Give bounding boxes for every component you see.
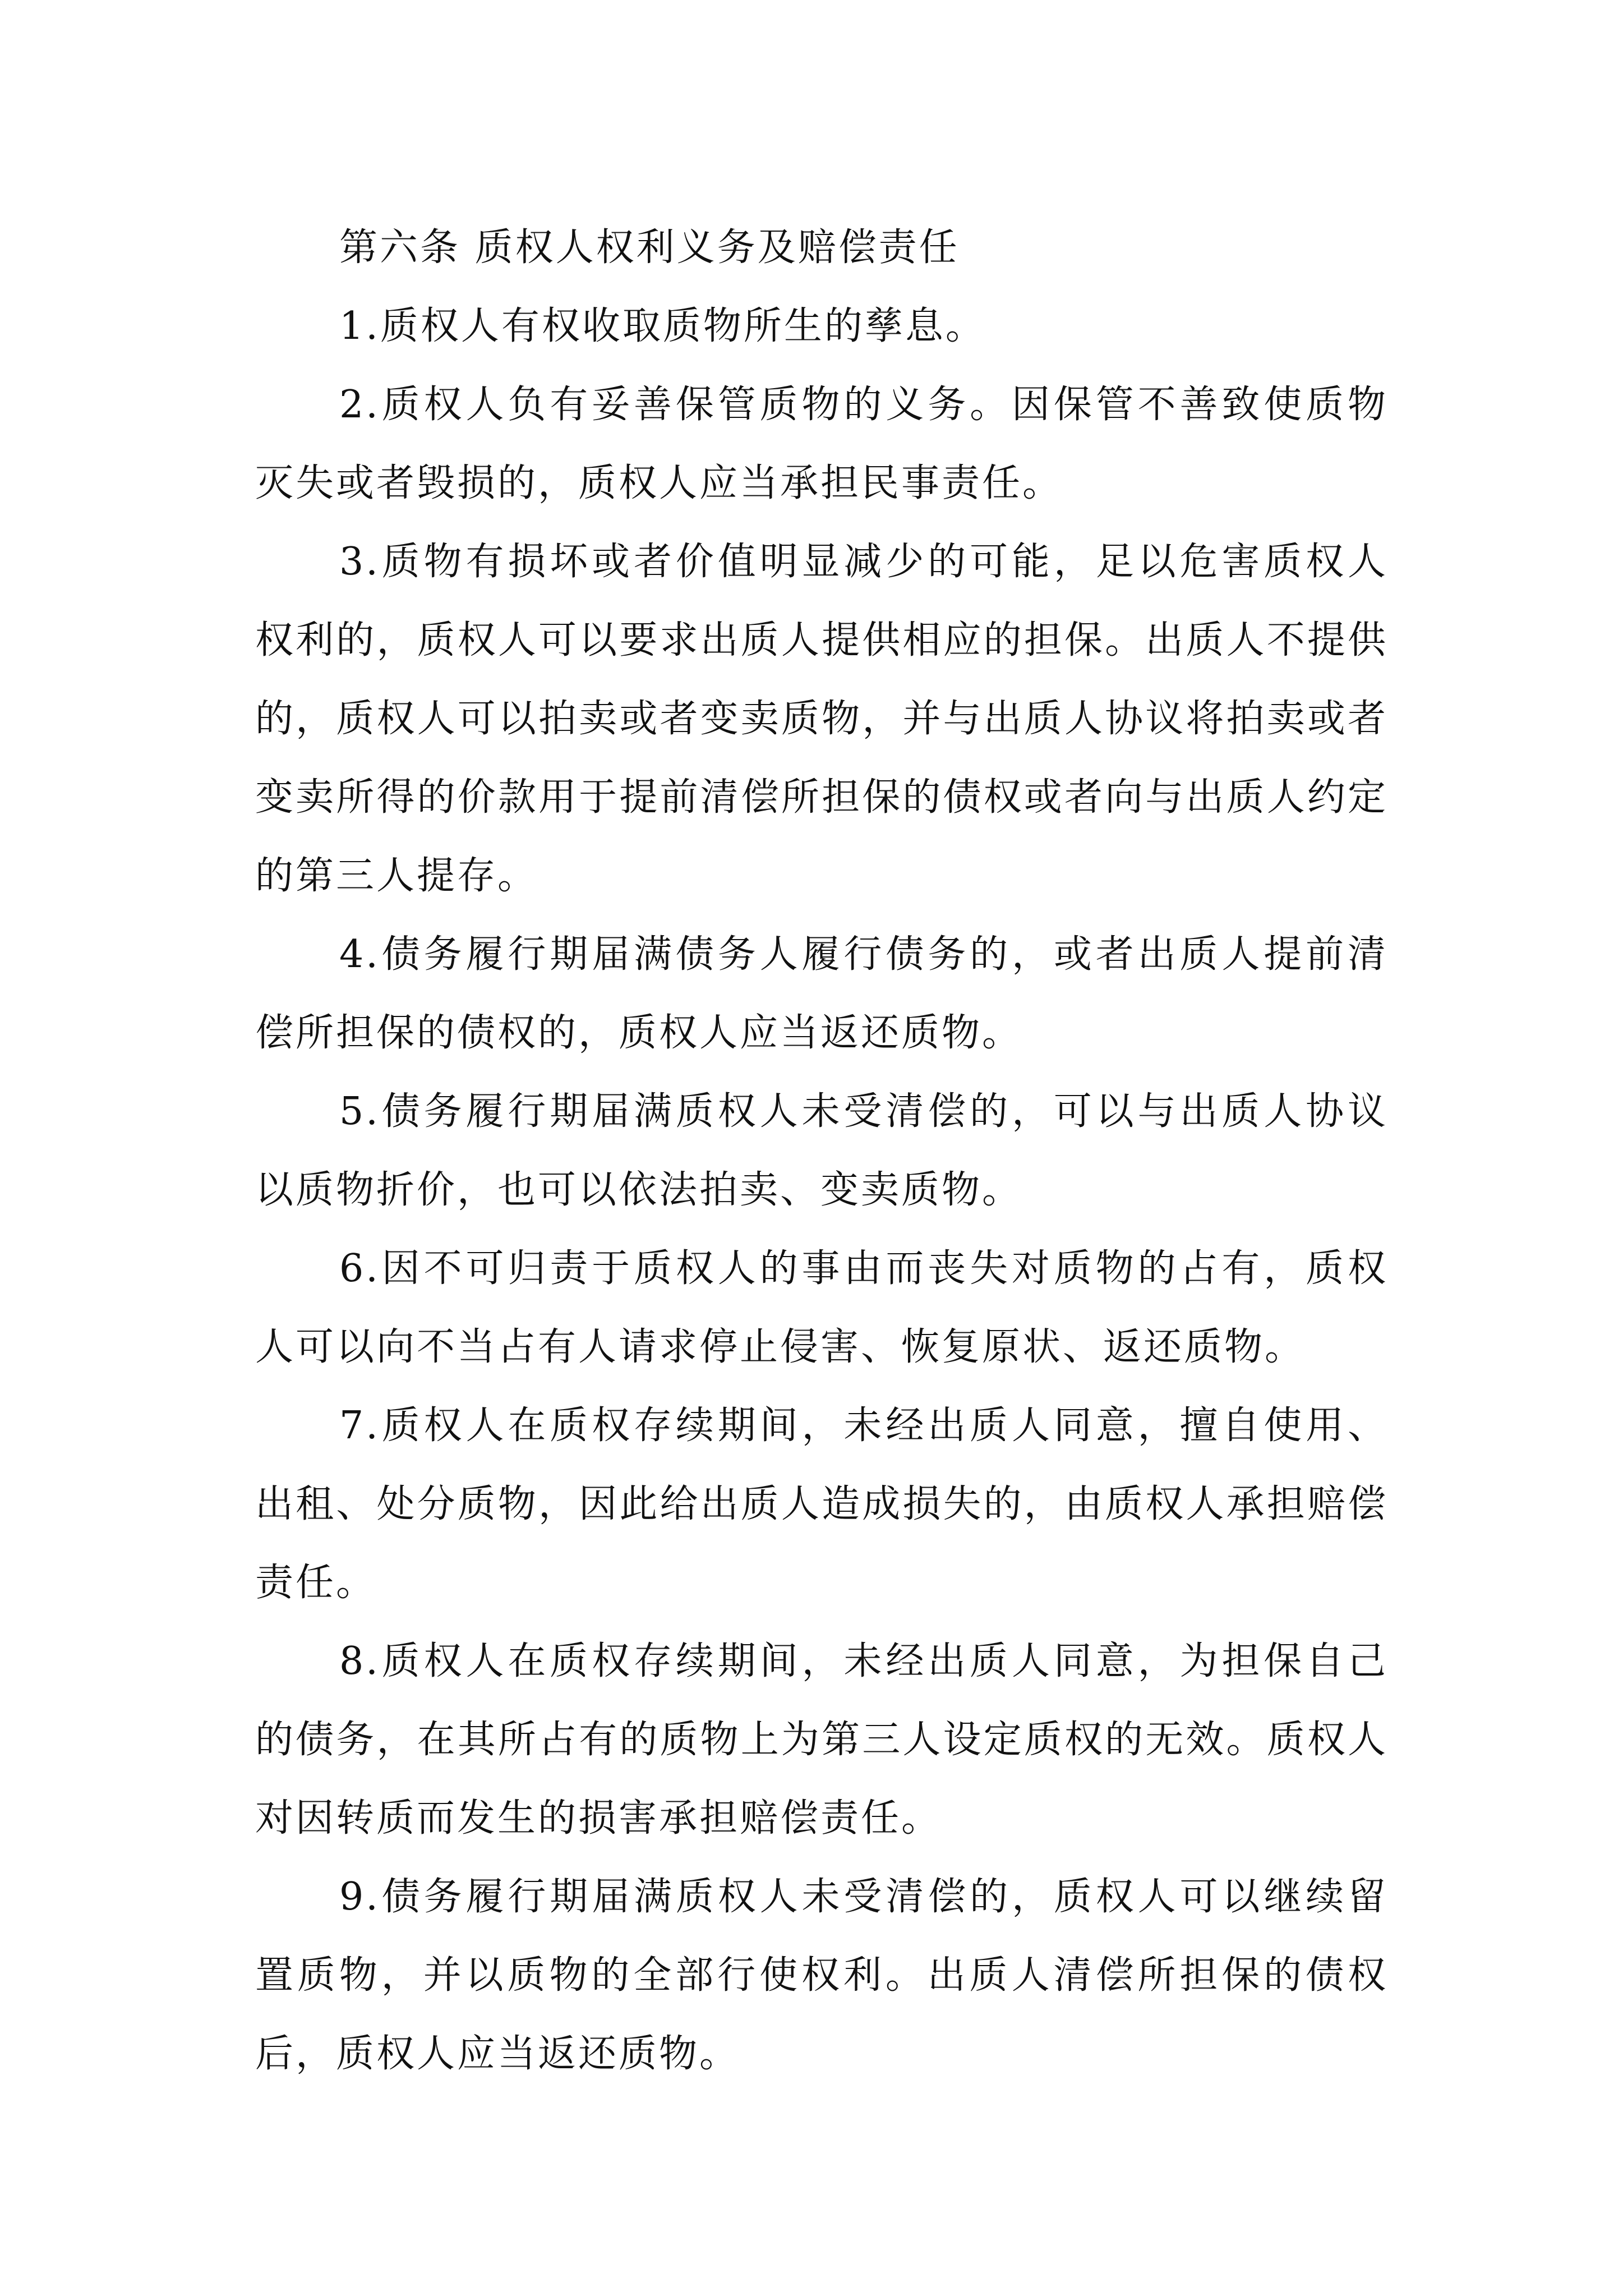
paragraph-9: 9.债务履行期届满质权人未受清偿的，质权人可以继续留置质物，并以质物的全部行使权利。出质人清偿所担保的债权后，质权人应当返还质物。 [255, 1875, 1388, 2076]
document-body [255, 209, 1388, 2093]
paragraph-8: 8.质权人在质权存续期间，未经出质人同意，为担保自己的债务，在其所占有的质物上为第三人设定质权的无效。质权人对因转质而发生的损害承担赔偿责任。 [255, 1639, 1388, 1841]
paragraph-7: 7.质权人在质权存续期间，未经出质人同意，擅自使用、出租、处分质物，因此给出质人造成损失的，由质权人承担赔偿责任。 [255, 1404, 1388, 1605]
article-heading: 第六条 质权人权利义务及赔偿责任 [339, 226, 960, 270]
paragraph-5: 5.债务履行期届满质权人未受清偿的，可以与出质人协议以质物折价，也可以依法拍卖、变卖质物。 [255, 1089, 1388, 1212]
paragraph-3: 3.质物有损坏或者价值明显减少的可能，足以危害质权人权利的，质权人可以要求出质人提供相应的担保。出质人不提供的，质权人可以拍卖或者变卖质物，并与出质人协议将拍卖或者变卖所得的价款用于提前清偿所担保的债权或者向与出质人约定的第三人提存。 [255, 540, 1388, 898]
paragraph-6: 6.因不可归责于质权人的事由而丧失对质物的占有，质权人可以向不当占有人请求停止侵害、恢复原状、返还质物。 [255, 1246, 1388, 1369]
paragraph-1: 1.质权人有权收取质物所生的孳息。 [339, 304, 986, 348]
paragraph-4: 4.债务履行期届满债务人履行债务的，或者出质人提前清偿所担保的债权的，质权人应当返还质物。 [255, 932, 1388, 1055]
paragraph-2: 2.质权人负有妥善保管质物的义务。因保管不善致使质物灭失或者毁损的，质权人应当承担民事责任。 [255, 383, 1388, 505]
